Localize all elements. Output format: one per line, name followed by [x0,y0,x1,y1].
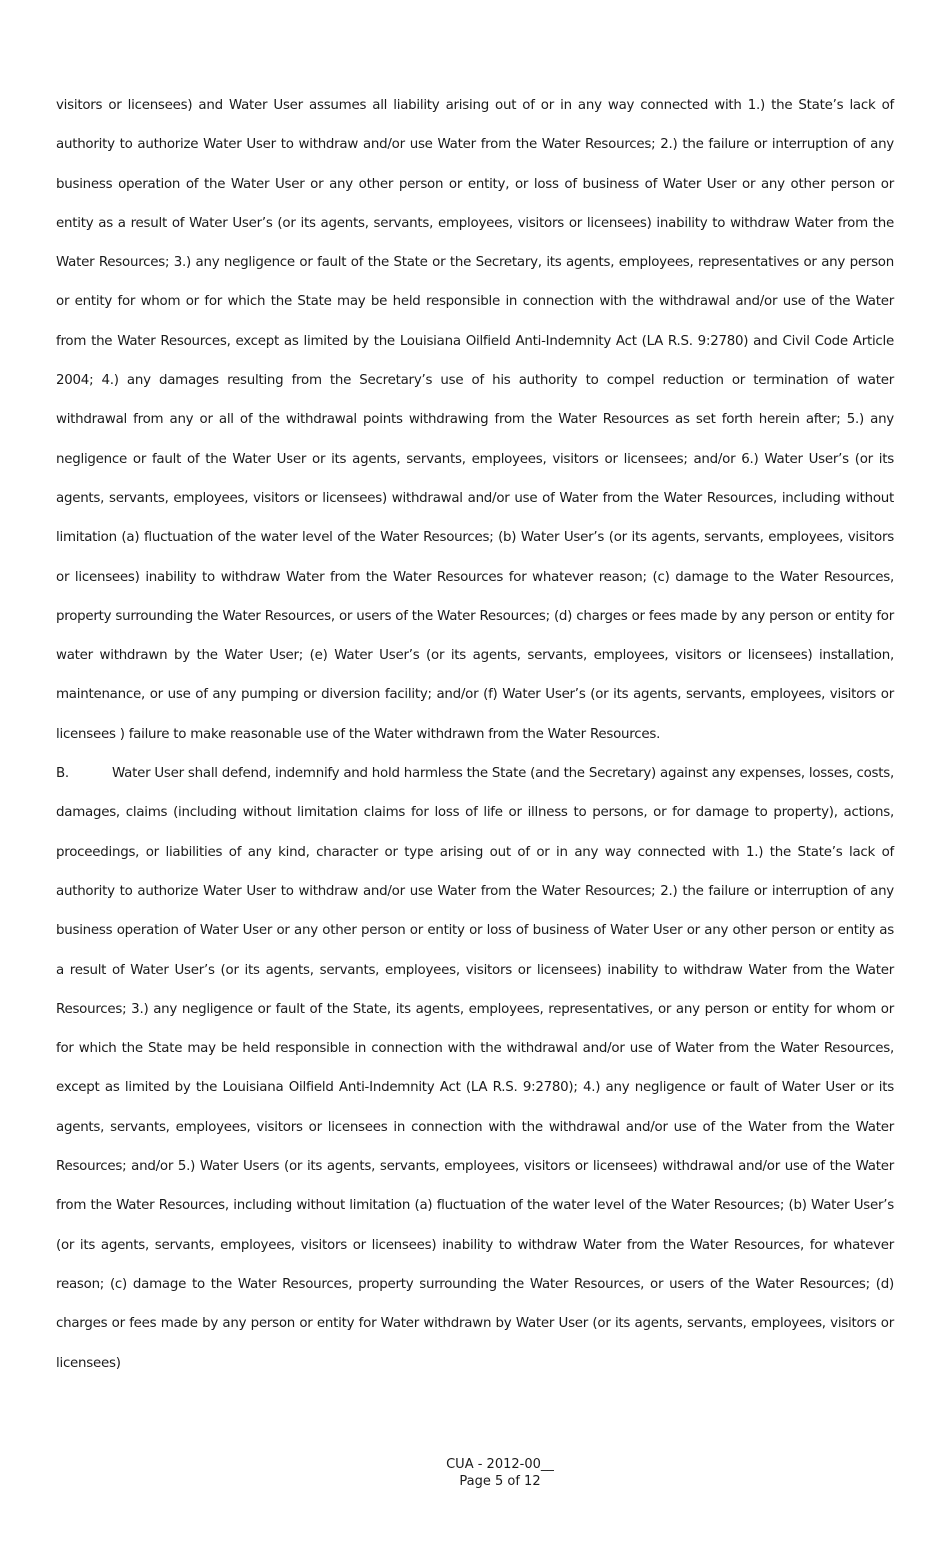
paragraph-a-continued: visitors or licensees) and Water User assumes all liability arising out of or in any way connected with 1.) the State’s lack of authority to authorize Water User to withdraw and/or use Water from the Water Resources; 2.) the failure or interruption of any business operation of the Water User or any other person or entity, or loss of business of Water User or any other person or entity as a result of Water User’s (or its agents, servants, employees, visitors or licensees) inability to withdraw Water from the Water Resources; 3.) any negligence or fault of the State or the Secretary, its agents, employees, representatives or any person or entity for whom or for which the State may be held responsible in connection with the withdrawal and/or use of the Water from the Water Resources, except as limited by the Louisiana Oilfield Anti-Indemnity Act (LA R.S. 9:2780) and Civil Code Article 2004; 4.) any damages resulting from the Secretary’s use of his authority to compel reduction or termination of water withdrawal from any or all of the withdrawal points withdrawing from the Water Resources as set forth herein after; 5.) any negligence or fault of the Water User or its agents, servants, employees, visitors or licensees; and/or 6.) Water User’s (or its agents, servants, employees, visitors or licensees) withdrawal and/or use of Water from the Water Resources, including without limitation (a) fluctuation of the water level of the Water Resources; (b) Water User’s (or its agents, servants, employees, visitors or licensees) inability to withdraw Water from the Water Resources for whatever reason; (c) damage to the Water Resources, property surrounding the Water Resources, or users of the Water Resources; (d) charges or fees made by any person or entity for water withdrawn by the Water User; (e) Water User’s (or its agents, servants, employees, visitors or licensees) installation, maintenance, or use of any pumping or diversion facility; and/or (f) Water User’s (or its agents, servants, employees, visitors or licensees ) failure to make reasonable use of the Water withdrawn from the Water Resources. [56,98,894,742]
section-b-letter: B. [56,766,69,782]
footer-doc-id: CUA - 2012-00__ [446,1457,554,1472]
page-footer [0,1456,950,1490]
footer-page-number: Page 5 of 12 [459,1474,541,1489]
section-b-text: Water User shall defend, indemnify and hold harmless the State (and the Secretary) against any expenses, losses, costs, damages, claims (including without limitation claims for loss of life or illness to persons, or for damage to property), actions, proceedings, or liabilities of any kind, character or type arising out of or in any way connected with 1.) the State’s lack of authority to authorize Water User to withdraw and/or use Water from the Water Resources; 2.) the failure or interruption of any business operation of Water User or any other person or entity or loss of business of Water User or any other person or entity as a result of Water User’s (or its agents, servants, employees, visitors or licensees) inability to withdraw Water from the Water Resources; 3.) any negligence or fault of the State, its agents, employees, representatives, or any person or entity for whom or for which the State may be held responsible in connection with the withdrawal and/or use of Water from the Water Resources, except as limited by the Louisiana Oilfield Anti-Indemnity Act (LA R.S. 9:2780); 4.) any negligence or fault of Water User or its agents, servants, employees, visitors or licensees in connection with the withdrawal and/or use of the Water from the Water Resources; and/or 5.) Water Users (or its agents, servants, employees, visitors or licensees) withdrawal and/or use of the Water from the Water Resources, including without limitation (a) fluctuation of the water level of the Water Resources; (b) Water User’s (or its agents, servants, employees, visitors or licensees) inability to withdraw Water from the Water Resources, for whatever reason; (c) damage to the Water Resources, property surrounding the Water Resources, or users of the Water Resources; (d) charges or fees made by any person or entity for Water withdrawn by Water User (or its agents, servants, employees, visitors or licensees) [56,766,894,1371]
document-body [56,86,894,1383]
paragraph-b [56,754,894,1383]
